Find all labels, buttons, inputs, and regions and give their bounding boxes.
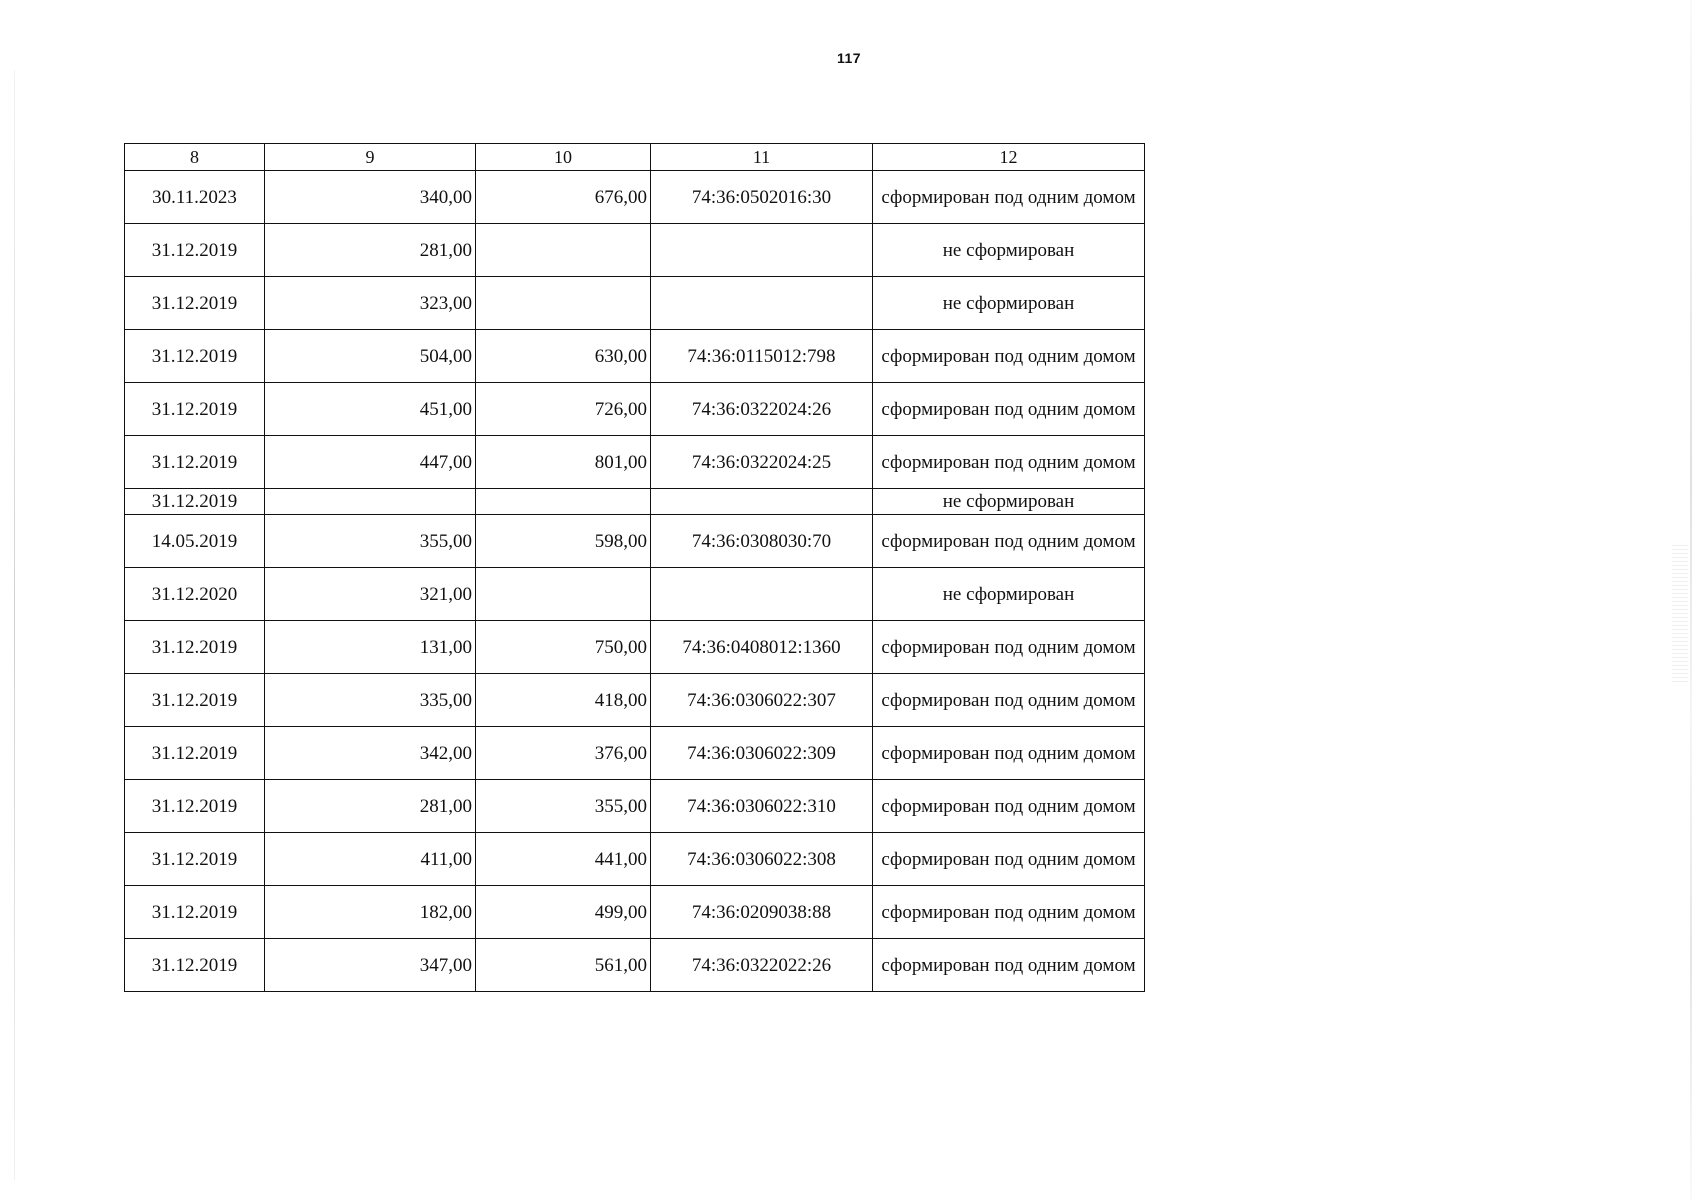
cadastral-number-cell: 74:36:0322024:25 — [651, 436, 873, 489]
date-cell: 31.12.2019 — [125, 224, 265, 277]
date-cell: 31.12.2019 — [125, 489, 265, 515]
value-cell: 726,00 — [476, 383, 651, 436]
scan-edge-left — [14, 70, 15, 1180]
date-cell: 31.12.2019 — [125, 436, 265, 489]
status-cell: сформирован под одним домом — [873, 330, 1145, 383]
scan-speckle — [1672, 545, 1688, 685]
table-row — [125, 489, 1145, 515]
page-number: 117 — [836, 50, 862, 66]
date-cell: 14.05.2019 — [125, 515, 265, 568]
value-cell: 441,00 — [476, 833, 651, 886]
value-cell: 499,00 — [476, 886, 651, 939]
value-cell — [476, 568, 651, 621]
cadastral-number-cell — [651, 568, 873, 621]
registry-table — [124, 143, 1145, 992]
date-cell: 31.12.2019 — [125, 674, 265, 727]
value-cell — [476, 224, 651, 277]
value-cell: 676,00 — [476, 171, 651, 224]
value-cell: 342,00 — [265, 727, 476, 780]
date-cell: 30.11.2023 — [125, 171, 265, 224]
cadastral-number-cell — [651, 277, 873, 330]
column-header: 11 — [651, 144, 873, 171]
cadastral-number-cell: 74:36:0306022:308 — [651, 833, 873, 886]
value-cell: 447,00 — [265, 436, 476, 489]
value-cell: 340,00 — [265, 171, 476, 224]
date-cell: 31.12.2019 — [125, 780, 265, 833]
value-cell: 323,00 — [265, 277, 476, 330]
value-cell: 598,00 — [476, 515, 651, 568]
date-cell: 31.12.2019 — [125, 939, 265, 992]
value-cell: 418,00 — [476, 674, 651, 727]
table-row — [125, 383, 1145, 436]
cadastral-number-cell: 74:36:0408012:1360 — [651, 621, 873, 674]
value-cell: 376,00 — [476, 727, 651, 780]
date-cell: 31.12.2019 — [125, 886, 265, 939]
status-cell: сформирован под одним домом — [873, 383, 1145, 436]
cadastral-number-cell: 74:36:0322022:26 — [651, 939, 873, 992]
value-cell: 355,00 — [265, 515, 476, 568]
value-cell: 321,00 — [265, 568, 476, 621]
value-cell: 451,00 — [265, 383, 476, 436]
column-header: 8 — [125, 144, 265, 171]
date-cell: 31.12.2019 — [125, 277, 265, 330]
date-cell: 31.12.2019 — [125, 833, 265, 886]
table-row — [125, 674, 1145, 727]
value-cell: 411,00 — [265, 833, 476, 886]
table-row — [125, 277, 1145, 330]
value-cell: 182,00 — [265, 886, 476, 939]
status-cell: не сформирован — [873, 489, 1145, 515]
table-row — [125, 515, 1145, 568]
value-cell: 561,00 — [476, 939, 651, 992]
date-cell: 31.12.2019 — [125, 383, 265, 436]
cadastral-number-cell: 74:36:0322024:26 — [651, 383, 873, 436]
value-cell: 281,00 — [265, 780, 476, 833]
status-cell: сформирован под одним домом — [873, 171, 1145, 224]
value-cell: 504,00 — [265, 330, 476, 383]
status-cell: сформирован под одним домом — [873, 939, 1145, 992]
table-row — [125, 436, 1145, 489]
value-cell: 335,00 — [265, 674, 476, 727]
value-cell — [476, 489, 651, 515]
table-row — [125, 939, 1145, 992]
status-cell: сформирован под одним домом — [873, 621, 1145, 674]
status-cell: не сформирован — [873, 224, 1145, 277]
scan-edge-right — [1690, 0, 1692, 1200]
value-cell: 750,00 — [476, 621, 651, 674]
value-cell: 355,00 — [476, 780, 651, 833]
value-cell: 281,00 — [265, 224, 476, 277]
cadastral-number-cell — [651, 489, 873, 515]
date-cell: 31.12.2019 — [125, 727, 265, 780]
table-row — [125, 330, 1145, 383]
table-row — [125, 568, 1145, 621]
status-cell: сформирован под одним домом — [873, 886, 1145, 939]
cadastral-number-cell — [651, 224, 873, 277]
value-cell: 347,00 — [265, 939, 476, 992]
status-cell: сформирован под одним домом — [873, 780, 1145, 833]
status-cell: не сформирован — [873, 277, 1145, 330]
cadastral-number-cell: 74:36:0209038:88 — [651, 886, 873, 939]
table-row — [125, 727, 1145, 780]
date-cell: 31.12.2019 — [125, 621, 265, 674]
value-cell: 131,00 — [265, 621, 476, 674]
cadastral-number-cell: 74:36:0308030:70 — [651, 515, 873, 568]
table-row — [125, 621, 1145, 674]
cadastral-number-cell: 74:36:0502016:30 — [651, 171, 873, 224]
header-row — [125, 144, 1145, 171]
value-cell: 630,00 — [476, 330, 651, 383]
status-cell: сформирован под одним домом — [873, 515, 1145, 568]
column-header: 12 — [873, 144, 1145, 171]
status-cell: сформирован под одним домом — [873, 833, 1145, 886]
table-row — [125, 833, 1145, 886]
cadastral-number-cell: 74:36:0115012:798 — [651, 330, 873, 383]
table-row — [125, 224, 1145, 277]
date-cell: 31.12.2019 — [125, 330, 265, 383]
date-cell: 31.12.2020 — [125, 568, 265, 621]
column-header: 9 — [265, 144, 476, 171]
status-cell: сформирован под одним домом — [873, 674, 1145, 727]
table-row — [125, 780, 1145, 833]
table-row — [125, 171, 1145, 224]
status-cell: сформирован под одним домом — [873, 436, 1145, 489]
status-cell: сформирован под одним домом — [873, 727, 1145, 780]
cadastral-number-cell: 74:36:0306022:307 — [651, 674, 873, 727]
table-body — [125, 171, 1145, 992]
cadastral-number-cell: 74:36:0306022:309 — [651, 727, 873, 780]
value-cell — [476, 277, 651, 330]
value-cell — [265, 489, 476, 515]
value-cell: 801,00 — [476, 436, 651, 489]
cadastral-number-cell: 74:36:0306022:310 — [651, 780, 873, 833]
table-header — [125, 144, 1145, 171]
table-row — [125, 886, 1145, 939]
column-header: 10 — [476, 144, 651, 171]
status-cell: не сформирован — [873, 568, 1145, 621]
